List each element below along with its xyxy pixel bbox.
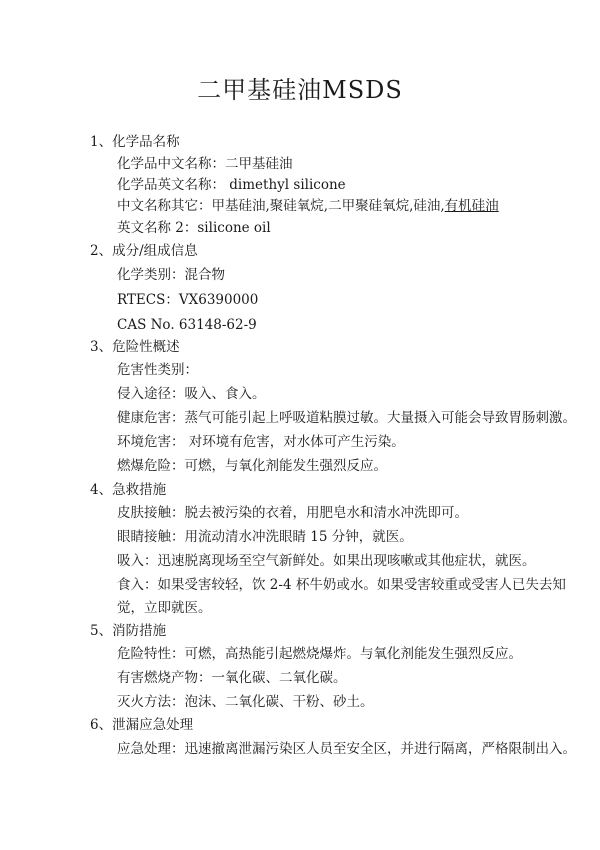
emergency-response: 应急处理：迅速撤离泄漏污染区人员至安全区，并进行隔离，严格限制出入。 [117, 741, 576, 757]
section-1-heading: 1、化学品名称 [90, 134, 180, 150]
section-6-heading: 6、泄漏应急处理 [90, 717, 194, 733]
ingestion-line-1: 食入：如果受害较轻，饮 2-4 杯牛奶或水。如果受害较重或受害人已失去知 [117, 577, 566, 593]
rtecs-number: RTECS：VX6390000 [117, 292, 259, 308]
section-4-heading: 4、急救措施 [90, 482, 167, 498]
other-names-text: 中文名称其它：甲基硅油,聚硅氧烷,二甲聚硅氧烷,硅油, [117, 198, 445, 214]
environmental-hazard: 环境危害： 对环境有危害，对水体可产生污染。 [117, 434, 405, 450]
section-2-heading: 2、成分/组成信息 [90, 243, 198, 259]
other-names [117, 197, 499, 215]
english-name-2: 英文名称 2：silicone oil [117, 220, 271, 236]
english-name: 化学品英文名称： dimethyl silicone [117, 177, 346, 193]
other-names-link[interactable]: 有机硅油 [444, 198, 499, 214]
chemical-category: 化学类别：混合物 [117, 267, 225, 283]
hazard-class: 危害性类别： [117, 362, 198, 378]
exposure-route: 侵入途径：吸入、食入。 [117, 386, 266, 402]
section-3-heading: 3、危险性概述 [90, 339, 180, 355]
inhalation: 吸入：迅速脱离现场至空气新鲜处。如果出现咳嗽或其他症状，就医。 [117, 553, 536, 569]
cas-number: CAS No. 63148-62-9 [117, 317, 257, 333]
ingestion-line-2: 觉，立即就医。 [117, 600, 212, 616]
fire-explosion-hazard: 燃爆危险：可燃，与氧化剂能发生强烈反应。 [117, 458, 387, 474]
fire-hazard-property: 危险特性：可燃，高热能引起燃烧爆炸。与氧化剂能发生强烈反应。 [117, 646, 522, 662]
skin-contact: 皮肤接触：脱去被污染的衣着，用肥皂水和清水冲洗即可。 [117, 505, 468, 521]
eye-contact: 眼睛接触：用流动清水冲洗眼睛 15 分钟，就医。 [117, 529, 413, 545]
health-hazard: 健康危害：蒸气可能引起上呼吸道粘膜过敏。大量摄入可能会导致胃肠刺激。 [117, 410, 576, 426]
section-5-heading: 5、消防措施 [90, 623, 167, 639]
extinguishing-method: 灭火方法：泡沫、二氧化碳、干粉、砂土。 [117, 694, 374, 710]
combustion-products: 有害燃烧产物：一氧化碳、二氧化碳。 [117, 670, 347, 686]
chinese-name: 化学品中文名称：二甲基硅油 [117, 156, 293, 172]
document-title: 二甲基硅油MSDS [197, 76, 403, 104]
